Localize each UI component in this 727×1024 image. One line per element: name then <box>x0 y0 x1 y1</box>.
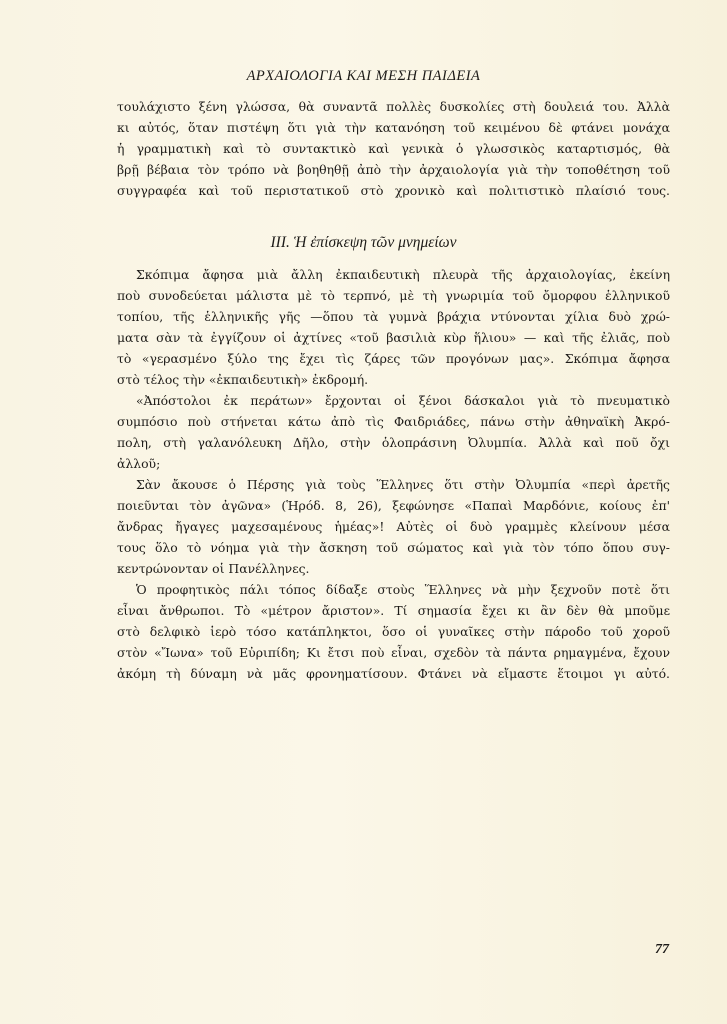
text-line: στὸν «Ἴωνα» τοῦ Εὐριπίδη; Κι ἔτσι ποὺ εἶναι, σχεδὸν τὰ πάντα ρημαγμένα, ἔχουν <box>117 645 670 660</box>
text-line: τους ὅλο τὸ νόημα γιὰ τὴν ἄσκηση τοῦ σώματος καὶ γιὰ τὸν τόπο ὅπου συγ- <box>117 540 670 555</box>
text-line: εἶναι ἄνθρωποι. Τὸ «μέτρον ἄριστον». Τί σημασία ἔχει κι ἂν δὲν θὰ μποῦμε <box>117 603 670 618</box>
text-line: στὸ τέλος τὴν «ἐκπαιδευτικὴ» ἐκδρομή. <box>117 372 369 387</box>
text-line: ποιεῦνται τὸν ἀγῶνα» (Ἡρόδ. 8, 26), ξεφώνησε «Παπαὶ Μαρδόνιε, κοίους ἐπ' <box>117 498 670 513</box>
text-line: «Ἀπόστολοι ἐκ περάτων» ἔρχονται οἱ ξένοι δάσκαλοι γιὰ τὸ πνευματικὸ <box>136 393 670 408</box>
text-line: πολη, στὴ γαλανόλευκη Δῆλο, στὴν ὁλοπράσινη Ὀλυμπία. Ἀλλὰ καὶ ποῦ ὄχι <box>117 435 670 450</box>
text-line: τοπίου, τῆς ἑλληνικῆς γῆς —ὅπου τὰ γυμνὰ βράχια ντύνονται χίλια δυὸ χρώ- <box>117 309 670 324</box>
text-line: τὸ «γερασμένο ξύλο της ἔχει τὶς ζάρες τῶν προγόνων μας». Σκόπιμα ἄφησα <box>117 351 670 366</box>
text-line: Ὁ προφητικὸς πάλι τόπος δίδαξε στοὺς Ἕλληνες νὰ μὴν ξεχνοῦν ποτὲ ὅτι <box>136 582 670 597</box>
text-line: συμπόσιο ποὺ στήνεται κάτω ἀπὸ τὶς Φαιδριάδες, πάνω στὴν ἀθηναϊκὴ Ἀκρό- <box>117 414 670 429</box>
text-line: Σὰν ἄκουσε ὁ Πέρσης γιὰ τοὺς Ἕλληνες ὅτι στὴν Ὀλυμπία «περὶ ἀρετῆς <box>136 477 670 492</box>
text-line: στὸ δελφικὸ ἱερὸ τόσο κατάπληκτοι, ὅσο οἱ γυναῖκες στὴν πάροδο τοῦ χοροῦ <box>117 624 670 639</box>
text-line: ματα σὰν τὰ ἐγγίζουν οἱ ἀχτίνες «τοῦ βασιλιὰ κὺρ ἥλιου» — καὶ τῆς ἐλιᾶς, ποὺ <box>117 330 670 345</box>
section-heading: III. Ἡ ἐπίσκεψη τῶν μνημείων <box>270 234 457 251</box>
body-text <box>117 264 670 684</box>
text-line: ἀκόμη τὴ δύναμη νὰ μᾶς φρονηματίσουν. Φτάνει νὰ εἴμαστε ἕτοιμοι γι αὐτό. <box>117 666 670 681</box>
text-line: ἡ γραμματικὴ καὶ τὸ συντακτικὸ καὶ γενικὰ ὁ γλωσσικὸς καταρτισμός, θὰ <box>117 141 670 156</box>
text-line: ποὺ συνοδεύεται μάλιστα μὲ τὸ τερπνό, μὲ τὴ γνωριμία τοῦ ὄμορφου ἑλληνικοῦ <box>117 288 670 303</box>
text-line: ἀλλοῦ; <box>117 456 161 471</box>
paragraph-continuation <box>117 96 670 201</box>
page-number: 77 <box>655 942 669 957</box>
text-line: κεντρώνονταν οἱ Πανέλληνες. <box>117 561 310 576</box>
text-line: συγγραφέα καὶ τοῦ περιστατικοῦ στὸ χρονικὸ καὶ πολιτιστικὸ πλαίσιό τους. <box>117 183 670 198</box>
running-header: ΑΡΧΑΙΟΛΟΓΙΑ ΚΑΙ ΜΕΣΗ ΠΑΙΔΕΙΑ <box>246 68 481 84</box>
text-line: ἄνδρας ἤγαγες μαχεσαμένους ἡμέας»! Αὐτὲς οἱ δυὸ γραμμὲς κλείνουν μέσα <box>117 519 670 534</box>
text-line: βρῇ βέβαια τὸν τρόπο νὰ βοηθηθῇ ἀπὸ τὴν ἀρχαιολογία γιὰ τὴν τοποθέτηση τοῦ <box>117 162 670 177</box>
text-line: κι αὐτός, ὅταν πιστέψη ὅτι γιὰ τὴν κατανόηση τοῦ κειμένου δὲ φτάνει μονάχα <box>117 120 670 135</box>
text-line: Σκόπιμα ἄφησα μιὰ ἄλλη ἐκπαιδευτικὴ πλευρὰ τῆς ἀρχαιολογίας, ἐκείνη <box>136 267 670 282</box>
text-line: τουλάχιστο ξένη γλώσσα, θὰ συναντᾶ πολλὲς δυσκολίες στὴ δουλειά του. Ἀλλὰ <box>117 99 670 114</box>
